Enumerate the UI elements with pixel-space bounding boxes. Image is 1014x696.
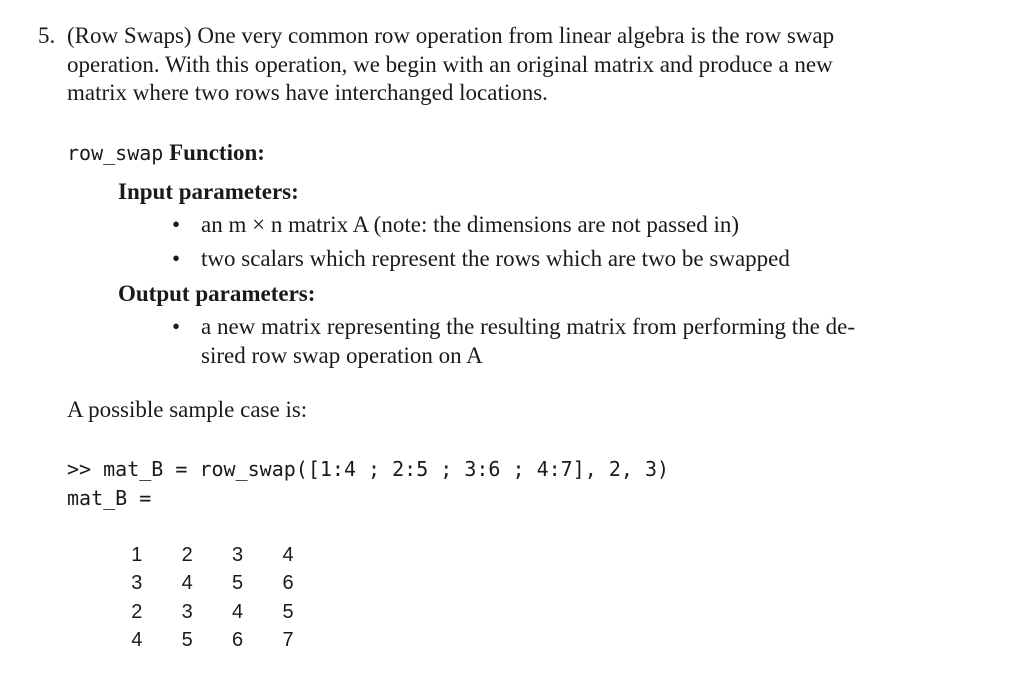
matrix-cell: 2: [131, 600, 143, 623]
input-bullet-text: two scalars which represent the rows which are two be swapped: [201, 246, 790, 271]
function-name: row_swap: [67, 141, 164, 165]
bullet-icon: •: [172, 212, 181, 237]
problem-line-1: (Row Swaps) One very common row operation from linear algebra is the row swap: [67, 23, 835, 48]
matrix-cell: 4: [282, 544, 294, 566]
matrix-cell: 5: [181, 629, 193, 652]
matrix-cell: 3: [181, 600, 193, 623]
output-bullet-line-2: sired row swap operation on A: [201, 342, 483, 368]
matrix-row: [92, 598, 294, 626]
input-parameters-label: Input parameters:: [118, 179, 299, 204]
output-bullet-text: [201, 313, 855, 370]
matrix-cell: 5: [282, 600, 294, 623]
bullet-icon: •: [172, 314, 181, 339]
sample-intro: A possible sample case is:: [67, 397, 308, 422]
matrix-cell: 5: [232, 572, 244, 595]
result-matrix: [92, 541, 294, 655]
command-line: >> mat_B = row_swap([1:4 ; 2:5 ; 3:6 ; 4:7], 2, 3): [67, 457, 670, 481]
problem-number: 5.: [38, 23, 56, 48]
matrix-cell: 4: [131, 629, 143, 652]
matrix-cell: 6: [282, 572, 294, 595]
function-heading: [67, 139, 265, 167]
matrix-cell: 3: [232, 544, 244, 566]
matrix-cell: 3: [131, 572, 143, 595]
problem-line-2: operation. With this operation, we begin with an original matrix and produce a new: [67, 51, 833, 77]
matrix-cell: 1: [131, 544, 143, 566]
function-heading-suffix: Function:: [163, 140, 265, 165]
input-bullet-text: an m × n matrix A (note: the dimensions are not passed in): [201, 212, 740, 237]
result-label: mat_B =: [67, 486, 152, 510]
matrix-cell: 7: [282, 629, 294, 652]
matrix-row: [92, 541, 294, 569]
matrix-row: [92, 626, 294, 654]
output-parameters-label: Output parameters:: [118, 281, 316, 306]
matrix-cell: 4: [181, 572, 193, 595]
bullet-icon: •: [172, 246, 181, 271]
problem-description: [67, 22, 947, 108]
problem-line-3: matrix where two rows have interchanged locations.: [67, 80, 548, 106]
matrix-row: [92, 569, 294, 597]
matrix-cell: 6: [232, 629, 244, 652]
matrix-cell: 4: [232, 600, 244, 623]
output-bullet-line-1: a new matrix representing the resulting matrix from performing the de-: [201, 314, 856, 339]
matrix-cell: 2: [181, 544, 193, 566]
